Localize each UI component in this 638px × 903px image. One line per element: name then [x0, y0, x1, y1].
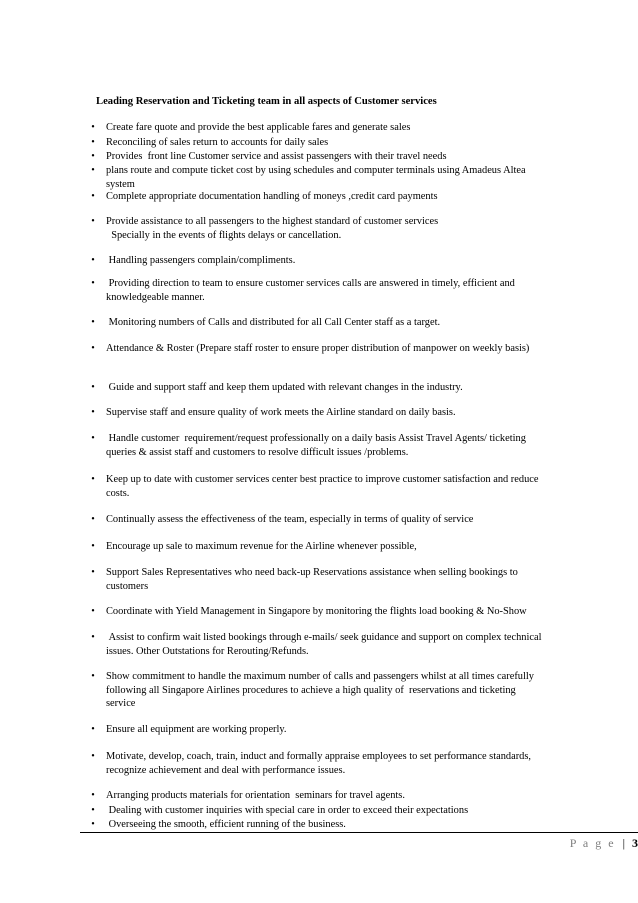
bullet-icon: • [91, 278, 95, 289]
bullet-icon: • [91, 606, 95, 617]
bullet-icon: • [91, 805, 95, 816]
list-item-text: Arranging products materials for orientation seminars for travel agents. [106, 790, 405, 801]
bullet-icon: • [91, 632, 95, 643]
list-item-text: Monitoring numbers of Calls and distributed for all Call Center staff as a target. [106, 317, 441, 328]
bullet-icon: • [91, 474, 95, 485]
page-separator: | [622, 836, 625, 850]
list-item [91, 164, 546, 191]
bullet-icon: • [91, 751, 95, 762]
list-item [91, 540, 546, 554]
list-item-text: Support Sales Representatives who need back-up Reservations assistance when selling bookings to customers [106, 567, 521, 592]
list-item-text: Motivate, develop, coach, train, induct and formally appraise employees to set performance standards, recognize achievement and deal with performance issues. [106, 751, 534, 776]
list-item [91, 406, 546, 420]
list-item-text: Provides front line Customer service and assist passengers with their travel needs [106, 151, 447, 162]
list-item-text: Encourage up sale to maximum revenue for the Airline whenever possible, [106, 541, 417, 552]
list-item-text: Attendance & Roster (Prepare staff roster to ensure proper distribution of manpower on weekly basis) [106, 343, 530, 354]
list-item [91, 605, 546, 619]
list-item-text: Ensure all equipment are working properly. [106, 724, 287, 735]
bullet-icon: • [91, 514, 95, 525]
page-number: 3 [632, 836, 638, 850]
list-item [91, 818, 546, 832]
bullet-icon: • [91, 343, 95, 354]
footer-divider [80, 832, 638, 833]
page-footer [570, 836, 638, 851]
bullet-icon: • [91, 165, 95, 176]
bullet-icon: • [91, 567, 95, 578]
bullet-icon: • [91, 433, 95, 444]
list-item [91, 381, 546, 395]
list-item [91, 215, 546, 242]
list-item-text: plans route and compute ticket cost by using schedules and computer terminals using Amadeus Altea system [106, 165, 529, 190]
bullet-icon: • [91, 216, 95, 227]
bullet-icon: • [91, 407, 95, 418]
bullet-icon: • [91, 122, 95, 133]
list-item [91, 566, 546, 593]
list-item-text: Guide and support staff and keep them updated with relevant changes in the industry. [106, 382, 463, 393]
list-item [91, 121, 546, 135]
bullet-icon: • [91, 151, 95, 162]
list-item-text: Show commitment to handle the maximum number of calls and passengers whilst at all times carefully following all Singapore Airlines procedures to achieve a high quality of reservations and ticketing service [106, 671, 537, 709]
list-item [91, 277, 546, 304]
list-item [91, 804, 546, 818]
list-item-text: Assist to confirm wait listed bookings through e-mails/ seek guidance and support on complex technical issues. Other Outstations for Rerouting/Refunds. [106, 632, 545, 657]
list-item-text: Provide assistance to all passengers to the highest standard of customer services Specially in the events of flights delays or cancellation. [106, 216, 439, 241]
list-item [91, 473, 546, 500]
bullet-icon: • [91, 819, 95, 830]
bullet-icon: • [91, 671, 95, 682]
list-item [91, 432, 546, 459]
bullet-icon: • [91, 541, 95, 552]
list-item-text: Overseeing the smooth, efficient running of the business. [106, 819, 346, 830]
list-item [91, 789, 546, 803]
bullet-icon: • [91, 382, 95, 393]
list-item [91, 670, 546, 711]
list-item [91, 254, 546, 268]
list-item-text: Handling passengers complain/compliments. [106, 255, 296, 266]
section-heading: Leading Reservation and Ticketing team in all aspects of Customer services [96, 96, 437, 107]
bullet-icon: • [91, 191, 95, 202]
list-item-text: Continually assess the effectiveness of the team, especially in terms of quality of service [106, 514, 474, 525]
bullet-icon: • [91, 724, 95, 735]
bullet-icon: • [91, 137, 95, 148]
list-item [91, 190, 546, 204]
list-item-text: Supervise staff and ensure quality of work meets the Airline standard on daily basis. [106, 407, 456, 418]
list-item-text: Dealing with customer inquiries with special care in order to exceed their expectations [106, 805, 469, 816]
list-item-text: Handle customer requirement/request professionally on a daily basis Assist Travel Agents/ ticketing queries & assist staff and customers to resolve difficult issues /problems. [106, 433, 529, 458]
bullet-icon: • [91, 255, 95, 266]
list-item [91, 513, 546, 527]
page-label: P a g e [569, 836, 616, 850]
list-item-text: Complete appropriate documentation handling of moneys ,credit card payments [106, 191, 438, 202]
list-item-text: Keep up to date with customer services center best practice to improve customer satisfaction and reduce costs. [106, 474, 542, 499]
list-item-text: Create fare quote and provide the best applicable fares and generate sales [106, 122, 411, 133]
list-item [91, 750, 546, 777]
list-item-text: Reconciling of sales return to accounts for daily sales [106, 137, 329, 148]
list-item [91, 316, 546, 330]
list-item [91, 136, 546, 150]
list-item [91, 150, 546, 164]
list-item [91, 723, 546, 737]
bullet-icon: • [91, 317, 95, 328]
list-item-text: Providing direction to team to ensure customer services calls are answered in timely, efficient and knowledgeable manner. [106, 278, 518, 303]
list-item [91, 631, 546, 658]
bullet-icon: • [91, 790, 95, 801]
list-item [91, 342, 546, 356]
list-item-text: Coordinate with Yield Management in Singapore by monitoring the flights load booking & No-Show [106, 606, 527, 617]
